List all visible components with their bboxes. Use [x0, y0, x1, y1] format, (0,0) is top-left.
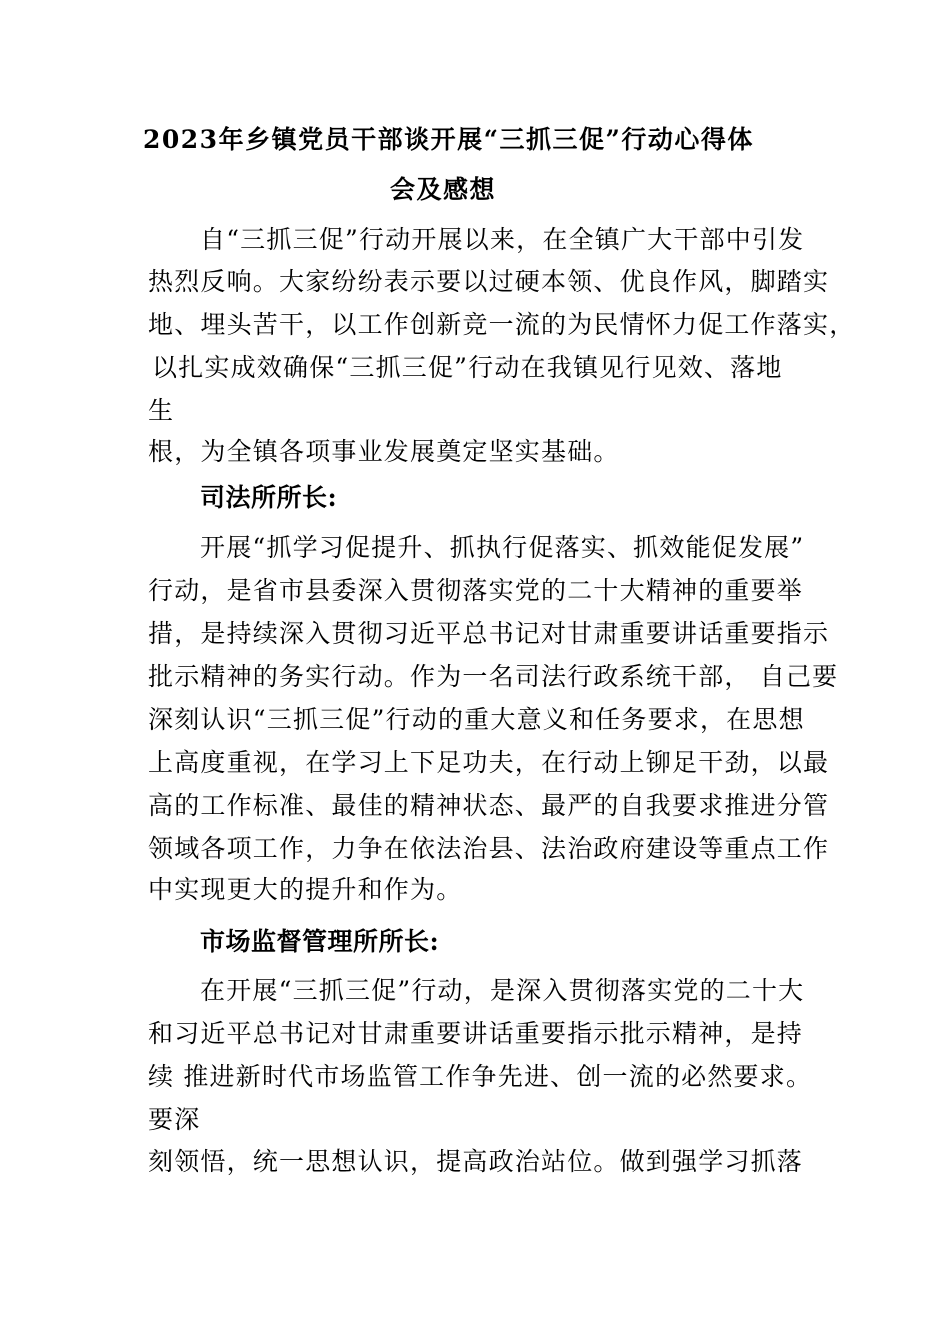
- intro-paragraph-line: 自“三抓三促”行动开展以来，在全镇广大干部中引发: [200, 225, 805, 254]
- section1-paragraph-line: 高的工作标准、最佳的精神状态、最严的自我要求推进分管: [148, 791, 830, 820]
- intro-paragraph-line: 地、埋头苦干，以工作创新竞一流的为民情怀力促工作落实，: [148, 310, 856, 339]
- section2-paragraph-line: 刻领悟，统一思想认识，提高政治站位。做到强学习抓落: [148, 1147, 804, 1176]
- section2-paragraph-line: 续 推进新时代市场监管工作争先进、创一流的必然要求。: [148, 1062, 813, 1091]
- section2-paragraph-line: 在开展“三抓三促”行动，是深入贯彻落实党的二十大: [200, 976, 805, 1005]
- section1-paragraph-line: 措，是持续深入贯彻习近平总书记对甘肃重要讲话重要指示: [148, 619, 830, 648]
- intro-paragraph-line: 以扎实成效确保“三抓三促”行动在我镇见行见效、落地: [152, 353, 783, 382]
- section2-paragraph-line: 要深: [148, 1105, 201, 1134]
- section1-paragraph-line: 开展“抓学习促提升、抓执行促落实、抓效能促发展”: [200, 533, 805, 562]
- document-title-line-1: 2023年乡镇党员干部谈开展“三抓三促”行动心得体: [143, 125, 754, 154]
- section1-paragraph-line: 上高度重视，在学习上下足功夫，在行动上铆足干劲，以最: [148, 748, 830, 777]
- intro-paragraph-line: 热烈反响。大家纷纷表示要以过硬本领、优良作风，脚踏实: [148, 267, 830, 296]
- section1-paragraph-line: 行动，是省市县委深入贯彻落实党的二十大精神的重要举: [148, 576, 804, 605]
- document-title-line-2: 会及感想: [390, 175, 497, 204]
- section-heading-market-supervision: 市场监督管理所所长:: [200, 927, 440, 956]
- section1-paragraph-line: 深刻认识“三抓三促”行动的重大意义和任务要求，在思想: [148, 705, 805, 734]
- section1-paragraph-line: 领域各项工作，力争在依法治县、法治政府建设等重点工作: [148, 834, 830, 863]
- section1-paragraph-line: 中实现更大的提升和作为。: [148, 875, 463, 904]
- section-heading-judicial: 司法所所长:: [200, 483, 338, 512]
- section1-paragraph-line: 批示精神的务实行动。作为一名司法行政系统干部， 自己要: [148, 662, 839, 691]
- intro-paragraph-line: 根，为全镇各项事业发展奠定坚实基础。: [148, 437, 620, 466]
- intro-paragraph-line: 生: [148, 396, 175, 425]
- section2-paragraph-line: 和习近平总书记对甘肃重要讲话重要指示批示精神，是持: [148, 1019, 804, 1048]
